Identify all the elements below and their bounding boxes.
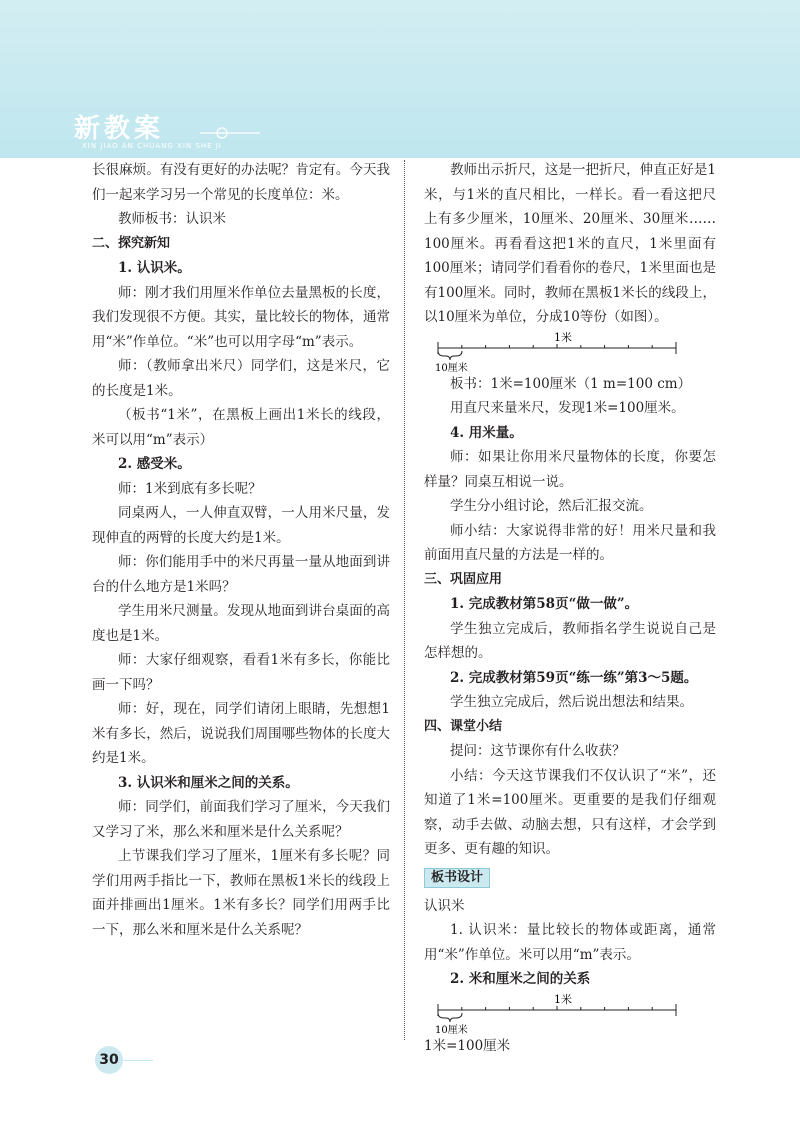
header-ornament-icon xyxy=(200,126,260,140)
paragraph: 长很麻烦。有没有更好的办法呢？肯定有。今天我们一起来学习另一个常见的长度单位：米。 xyxy=(92,162,390,203)
paragraph: 1米=100厘米 xyxy=(424,1037,511,1054)
paragraph: 用直尺来量米尺，发现1米=100厘米。 xyxy=(450,400,685,416)
paragraph: 师：1米到底有多长呢？ xyxy=(118,480,262,497)
header-title: 新教案 xyxy=(74,114,165,144)
section-heading: 三、巩固应用 xyxy=(424,571,503,587)
paragraph: 同桌两人，一人伸直双臂，一人用米尺量，发现伸直的两臂的长度大约是1米。 xyxy=(92,505,390,546)
left-column xyxy=(92,158,390,942)
header-subtitle: XIN JIAO AN CHUANG XIN SHE JI xyxy=(82,142,222,150)
column-divider xyxy=(404,160,405,1040)
subsection-heading: 2. 完成教材第59页“练一练”第3～5题。 xyxy=(450,669,698,686)
section-heading: 四、课堂小结 xyxy=(424,718,503,734)
paragraph: 提问：这节课你有什么收获？ xyxy=(450,743,626,759)
subsection-heading: 1. 认识米。 xyxy=(118,260,191,276)
paragraph: 学生独立完成后，然后说出想法和结果。 xyxy=(450,694,693,710)
paragraph: 师：刚才我们用厘米作单位去量黑板的长度，我们发现很不方便。其实，量比较长的物体，通常用“米”作单位。“米”也可以用字母“m”表示。 xyxy=(92,284,390,350)
meter-ruler-diagram xyxy=(434,332,684,372)
subsection-heading: 3. 认识米和厘米之间的关系。 xyxy=(118,774,299,791)
paragraph: 板书：1米=100厘米（1 m=100 cm） xyxy=(450,375,692,392)
subsection-heading: 1. 完成教材第58页“做一做”。 xyxy=(450,596,639,612)
paragraph: 师：好，现在，同学们请闭上眼睛，先想想1米有多长，然后，说说我们周围哪些物体的长度大约是1米。 xyxy=(92,701,390,766)
board-title: 认识米 xyxy=(424,897,465,914)
paragraph: 学生用米尺测量。发现从地面到讲台桌面的高度也是1米。 xyxy=(92,603,390,644)
paragraph: 上节课我们学习了厘米，1厘米有多长呢？同学们用两手指比一下，教师在黑板1米长的线段上面并排画出1厘米。1米有多长？同学们用两手比一下，那么米和厘米是什么关系呢？ xyxy=(92,848,390,938)
board-design-tag: 板书设计 xyxy=(424,868,490,888)
paragraph: （板书“1米”，在黑板上画出1米长的线段，米可以用“m”表示） xyxy=(92,407,390,448)
subsection-heading: 2. 感受米。 xyxy=(118,456,191,472)
subsection-heading: 2. 米和厘米之间的关系 xyxy=(450,971,591,987)
page-number: 30 xyxy=(95,1046,123,1074)
paragraph: 师：（教师拿出米尺）同学们，这是米尺，它的长度是1米。 xyxy=(92,358,390,399)
ruler-label-bottom: 10厘米 xyxy=(435,362,468,372)
ruler-label-bottom: 10厘米 xyxy=(435,1024,468,1034)
paragraph: 师：如果让你用米尺量物体的长度，你要怎样量？同桌互相说一说。 xyxy=(424,449,716,490)
section-heading: 二、探究新知 xyxy=(92,235,171,251)
ruler-label-top: 1米 xyxy=(554,331,572,344)
paragraph: 小结：今天这节课我们不仅认识了“米”，还知道了1米=100厘米。更重要的是我们仔细观察，动手去做、动脑去想，只有这样，才会学到更多、更有趣的知识。 xyxy=(424,767,716,857)
header-banner xyxy=(0,0,800,158)
paragraph: 教师出示折尺，这是一把折尺，伸直正好是1米，与1米的直尺相比，一样长。看一看这把尺上有多少厘米，10厘米、20厘米、30厘米……100厘米。再看看这把1米的直尺，1米里面有100厘米；请同学们看看你的卷尺，1米里面也是有100厘米。同时，教师在黑板1米长的线段上，以10厘米为单位，分成10等份（如图）。 xyxy=(424,162,716,325)
meter-ruler-diagram-board xyxy=(434,994,684,1034)
paragraph: 学生分小组讨论，然后汇报交流。 xyxy=(450,498,653,514)
page-number-rule xyxy=(123,1060,153,1061)
right-column xyxy=(424,158,716,1058)
paragraph: 师小结：大家说得非常的好！用米尺量和我前面用直尺量的方法是一样的。 xyxy=(424,522,716,563)
paragraph: 学生独立完成后，教师指名学生说说自己是怎样想的。 xyxy=(424,620,716,661)
paragraph: 师：同学们，前面我们学习了厘米，今天我们又学习了米，那么米和厘米是什么关系呢？ xyxy=(92,799,390,840)
paragraph: 教师板书：认识米 xyxy=(118,211,226,227)
paragraph: 1. 认识米：量比较长的物体或距离，通常用“米”作单位。米可以用“m”表示。 xyxy=(424,922,716,963)
paragraph: 师：大家仔细观察，看看1米有多长，你能比画一下吗？ xyxy=(92,652,390,693)
paragraph: 师：你们能用手中的米尺再量一量从地面到讲台的什么地方是1米吗？ xyxy=(92,554,390,595)
subsection-heading: 4. 用米量。 xyxy=(450,424,523,441)
ruler-label-top: 1米 xyxy=(554,993,572,1006)
